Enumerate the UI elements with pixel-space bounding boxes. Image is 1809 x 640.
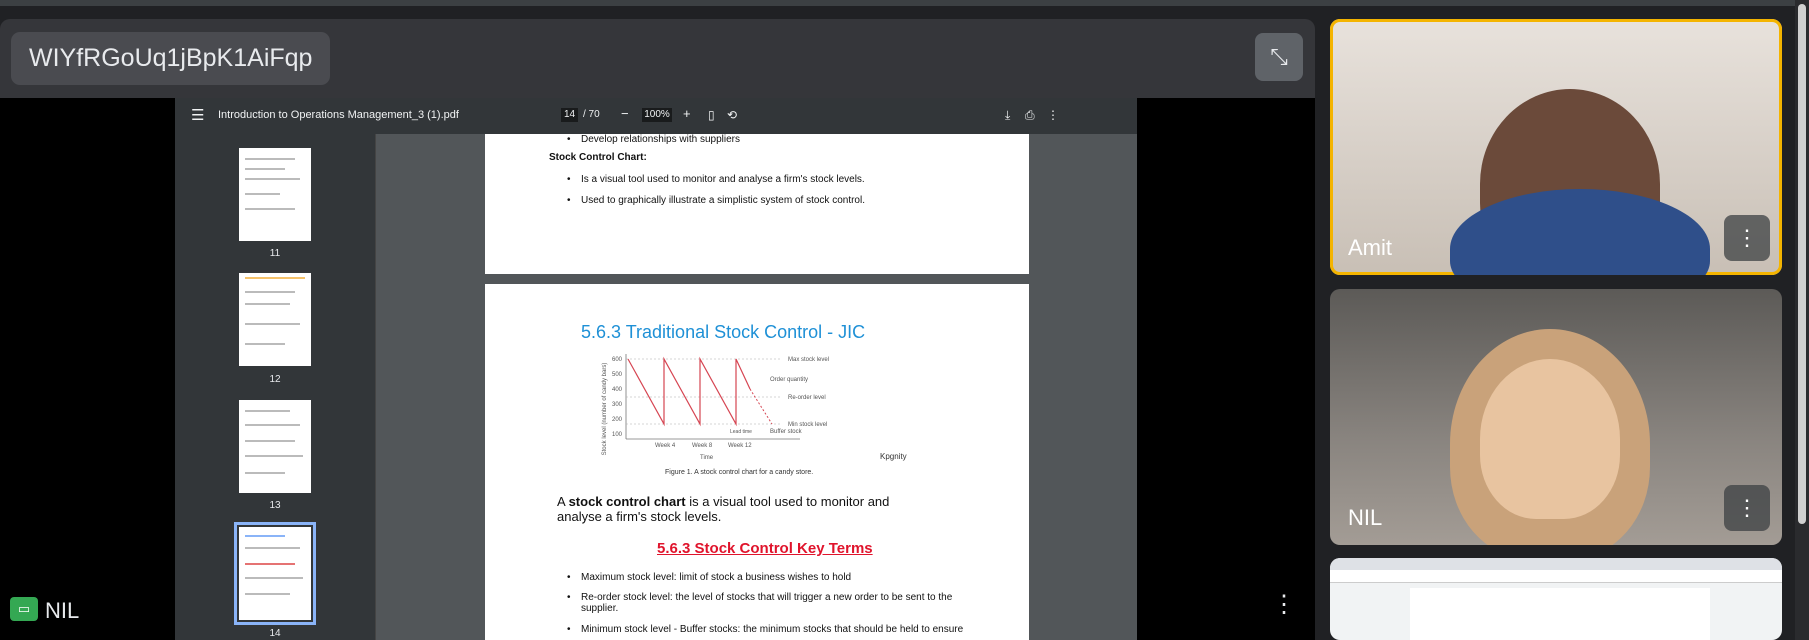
thumbnail-label: 11	[269, 248, 281, 259]
section-heading: 5.6.3 Traditional Stock Control - JIC	[581, 322, 866, 342]
chart-label-lead: Lead time	[730, 429, 752, 435]
x-tick: Week 4	[655, 443, 676, 449]
chart-label-buffer: Buffer stock	[770, 429, 802, 435]
more-options-icon[interactable]: ⋮	[1724, 485, 1770, 531]
menu-icon[interactable]: ☰	[191, 107, 205, 124]
zoom-input[interactable]: 100%	[642, 108, 672, 122]
chart-xlabel: Time	[700, 455, 714, 461]
stock-control-chart	[600, 349, 915, 469]
shared-screen	[0, 98, 1315, 640]
rotate-icon[interactable]: ⟲	[727, 108, 738, 122]
thumbnail-label: 14	[269, 628, 281, 639]
preview-tabstrip	[1330, 558, 1782, 570]
top-strip	[0, 0, 1809, 6]
pdf-page-13	[485, 134, 1029, 274]
y-tick: 200	[612, 417, 623, 423]
thumbnail-sidebar	[175, 134, 376, 640]
subheading: Stock Control Chart:	[549, 152, 647, 163]
y-tick: 500	[612, 372, 623, 378]
x-tick: Week 8	[692, 443, 713, 449]
more-options-icon[interactable]: ⋮	[1724, 215, 1770, 261]
chart-ylabel: Stock level (number of candy bars)	[602, 362, 608, 456]
pdf-toolbar	[175, 98, 1137, 134]
page-number-input[interactable]: 14	[561, 108, 578, 122]
pdf-file-name: Introduction to Operations Management_3 (1).pdf	[218, 109, 459, 121]
chart-label-reorder: Re-order level	[788, 395, 826, 401]
y-tick: 300	[612, 402, 623, 408]
participant-tile-amit[interactable]	[1330, 19, 1782, 275]
pdf-page-14	[485, 284, 1029, 640]
participant-name: Amit	[1348, 235, 1392, 260]
presenting-icon: ▭	[10, 597, 38, 621]
thumbnail-page-12[interactable]	[239, 273, 311, 366]
bullet-item: • Develop relationships with suppliers	[567, 134, 740, 145]
participant-video-face	[1480, 359, 1620, 519]
scrollbar-thumb[interactable]	[1798, 4, 1806, 524]
chart-label-max: Max stock level	[788, 357, 830, 363]
thumbnail-page-11[interactable]	[239, 148, 311, 241]
thumbnail-label: 12	[269, 374, 281, 385]
chart-label-min: Min stock level	[788, 422, 828, 428]
y-tick: 400	[612, 387, 623, 393]
y-tick: 100	[612, 432, 623, 438]
bullet-item: • Is a visual tool used to monitor and analyse a firm's stock levels.	[567, 174, 865, 185]
preview-document	[1410, 588, 1710, 640]
screen-share-preview[interactable]	[1330, 558, 1782, 640]
more-options-icon[interactable]: ⋮	[1272, 591, 1296, 618]
stock-line	[628, 359, 750, 424]
meeting-title: WIYfRGoUq1jBpK1AiFqp	[11, 32, 330, 85]
preview-addressbar	[1330, 570, 1782, 583]
figure-caption: Figure 1. A stock control chart for a candy store.	[665, 469, 814, 476]
thumbnail-page-14[interactable]	[239, 527, 311, 620]
collapse-icon[interactable]: ⤡	[1255, 33, 1303, 81]
definition-paragraph: A stock control chart is a visual tool used to monitor and analyse a firm's stock levels.	[557, 494, 890, 524]
x-tick: Week 12	[728, 443, 752, 449]
chart-label-order-qty: Order quantity	[770, 377, 809, 383]
zoom-in-icon[interactable]: +	[683, 106, 691, 121]
page-total: / 70	[583, 109, 600, 120]
key-terms-heading: 5.6.3 Stock Control Key Terms	[657, 540, 873, 557]
presenter-name: NIL	[45, 598, 80, 623]
more-options-icon[interactable]: ⋮	[1047, 108, 1059, 122]
thumbnail-page-13[interactable]	[239, 400, 311, 493]
key-term-item: • Minimum stock level - Buffer stocks: the minimum stocks that should be held to ensure	[567, 624, 964, 635]
key-term-item: • Maximum stock level: limit of stock a business wishes to hold	[567, 572, 852, 583]
participant-tile-nil[interactable]	[1330, 289, 1782, 545]
pdf-viewer	[175, 98, 1137, 640]
print-icon[interactable]: ⎙	[1025, 108, 1035, 122]
stock-line-projection	[750, 389, 772, 424]
zoom-out-icon[interactable]: −	[621, 106, 629, 121]
download-icon[interactable]: ⤓	[1005, 108, 1011, 122]
y-tick: 600	[612, 357, 623, 363]
thumbnail-label: 13	[269, 500, 281, 511]
watermark-text: Kpgnity	[880, 452, 907, 461]
key-term-item: • Re-order stock level: the level of stocks that will trigger a new order to be sent to the supplier.	[567, 592, 953, 614]
presentation-stage	[0, 19, 1315, 640]
bullet-item: • Used to graphically illustrate a simplistic system of stock control.	[567, 195, 865, 206]
fit-page-icon[interactable]: ▯	[708, 108, 715, 122]
participant-name: NIL	[1348, 505, 1383, 530]
